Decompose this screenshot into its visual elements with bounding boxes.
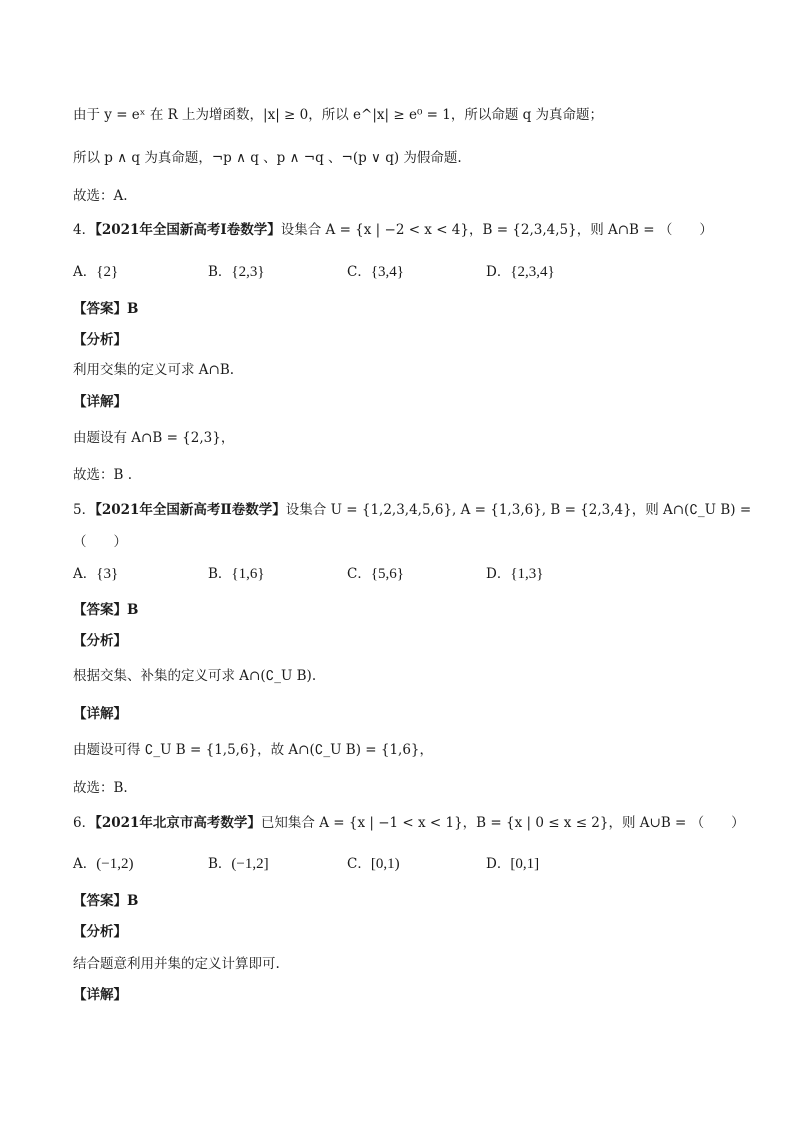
detail-tag: 【详解】 [73, 706, 127, 722]
answer-tag: 【答案】B [73, 301, 139, 317]
option-b: B．(−1,2] [208, 856, 269, 872]
question-number: 5． [73, 502, 96, 518]
option-d: D．{2,3,4} [486, 264, 555, 280]
conclusion-text: 故选：B. [73, 780, 128, 796]
conclusion-text: 故选：B . [73, 467, 133, 483]
option-a: A．{3} [73, 566, 119, 582]
analysis-tag: 【分析】 [73, 633, 127, 649]
text-line: 由于 y = eˣ 在 R 上为增函数，|x| ≥ 0，所以 e^|x| ≥ e⁰ = 1，所以命题 q 为真命题； [73, 107, 604, 123]
detail-tag: 【详解】 [73, 394, 127, 410]
question-source: 【2021年全国新高考Ⅱ卷数学】 [95, 502, 286, 518]
question-stem [73, 500, 751, 520]
analysis-text: 结合题意利用并集的定义计算即可. [73, 956, 280, 972]
question-text: 已知集合 A = {x | −1 < x < 1}，B = {x | 0 ≤ x ≤ 2}，则 A∪B = （ ） [260, 815, 745, 831]
text-line: 所以 p ∧ q 为真命题，¬p ∧ q 、p ∧ ¬q 、¬(p ∨ q) 为假命题. [73, 150, 462, 166]
analysis-text: 根据交集、补集的定义可求 A∩(∁_U B). [73, 668, 317, 684]
question-text: 设集合 U = {1,2,3,4,5,6}, A = {1,3,6}, B = {2,3,4}，则 A∩(∁_U B) = [285, 502, 752, 518]
question-number: 6． [73, 815, 96, 831]
option-c: C．[0,1) [347, 856, 400, 872]
detail-text: 由题设有 A∩B = {2,3}， [73, 430, 235, 446]
question-number: 4． [73, 222, 96, 238]
detail-text: 由题设可得 ∁_U B = {1,5,6}，故 A∩(∁_U B) = {1,6}， [73, 742, 433, 758]
analysis-tag: 【分析】 [73, 332, 127, 348]
option-a: A．(−1,2) [73, 856, 134, 872]
question-text: 设集合 A = {x | −2 < x < 4}，B = {2,3,4,5}，则 A∩B = （ ） [280, 222, 713, 238]
detail-tag: 【详解】 [73, 987, 127, 1003]
question-stem [73, 813, 745, 833]
option-d: D．[0,1] [486, 856, 540, 872]
option-c: C．{5,6} [347, 566, 404, 582]
option-b: B．{1,6} [208, 566, 265, 582]
option-c: C．{3,4} [347, 264, 404, 280]
analysis-text: 利用交集的定义可求 A∩B. [73, 362, 235, 378]
question-stem-cont: （ ） [73, 534, 127, 550]
option-b: B．{2,3} [208, 264, 265, 280]
text-line: 故选：A. [73, 188, 128, 204]
question-source: 【2021年北京市高考数学】 [95, 815, 261, 831]
option-d: D．{1,3} [486, 566, 544, 582]
question-stem [73, 220, 713, 240]
answer-tag: 【答案】B [73, 602, 139, 618]
option-a: A．{2} [73, 264, 119, 280]
answer-tag: 【答案】B [73, 893, 139, 909]
analysis-tag: 【分析】 [73, 924, 127, 940]
question-source: 【2021年全国新高考Ⅰ卷数学】 [95, 222, 281, 238]
